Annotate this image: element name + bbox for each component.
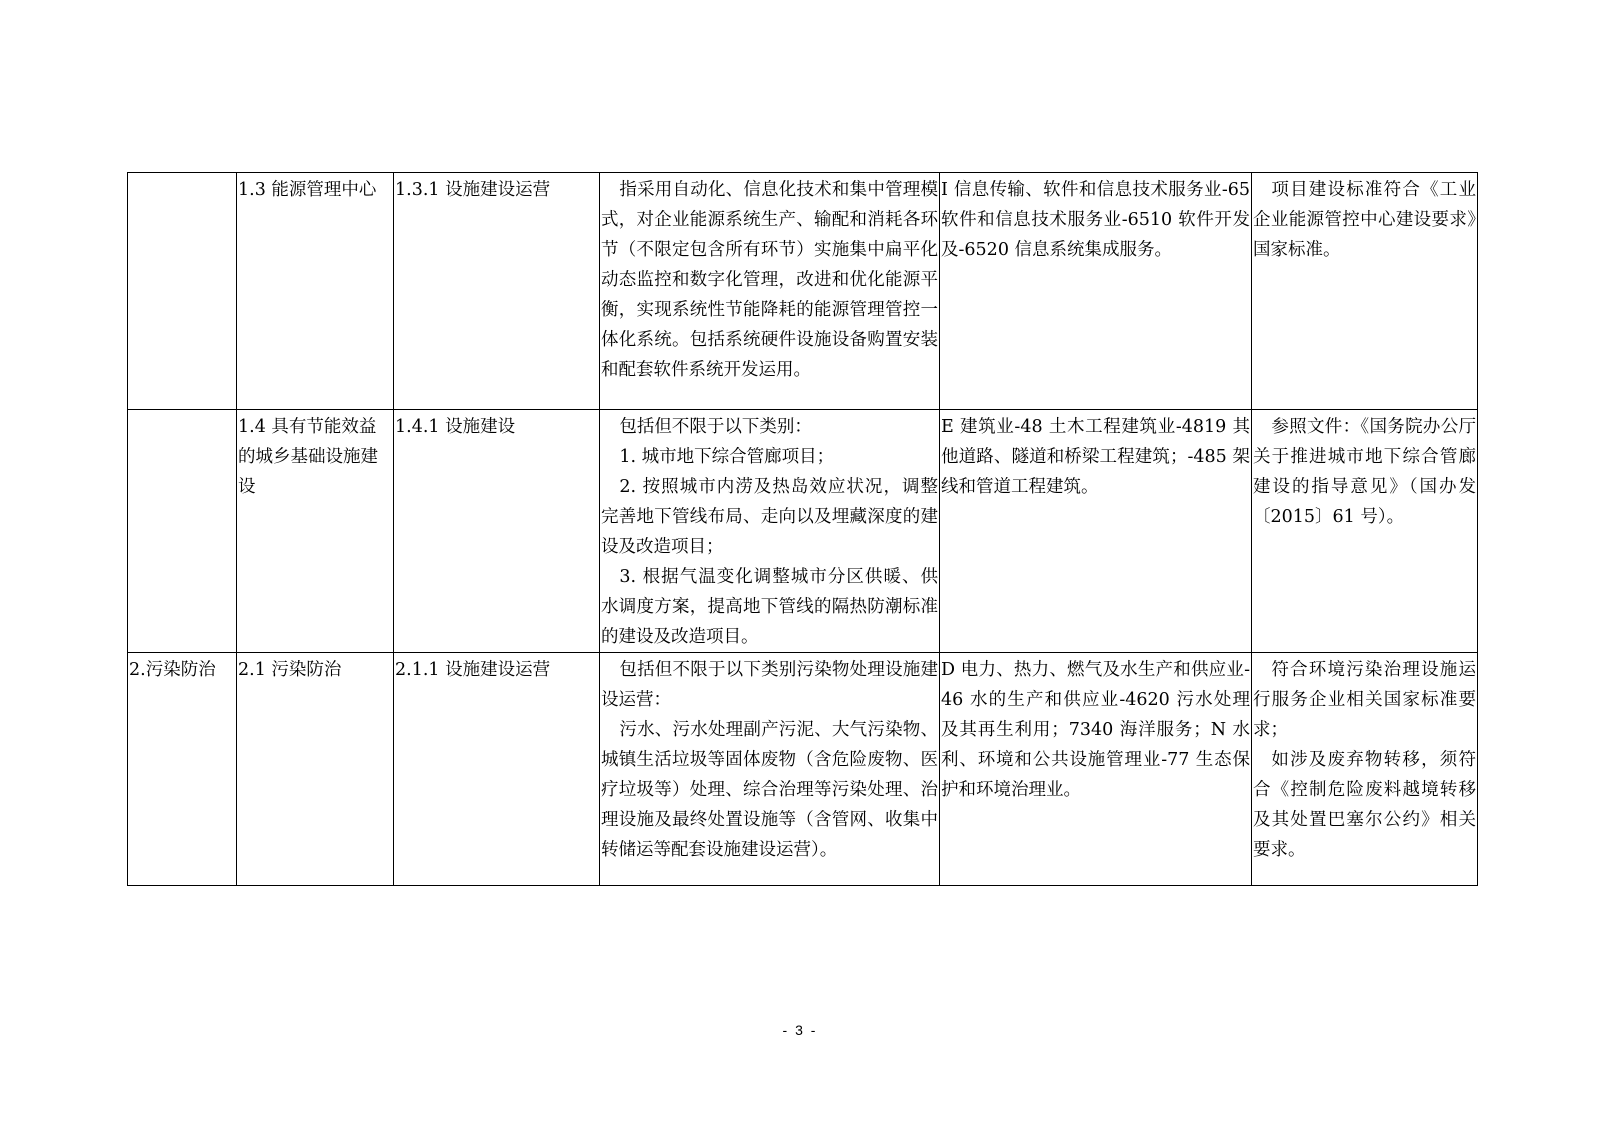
standard-paragraph: 参照文件：《国务院办公厅关于推进城市地下综合管廊建设的指导意见》（国办发〔2015〕61 号）。 (1253, 417, 1476, 527)
industry-cell (940, 173, 1252, 410)
description-paragraph: 指采用自动化、信息化技术和集中管理模式，对企业能源系统生产、输配和消耗各环节（不限定包含所有环节）实施集中扁平化动态监控和数字化管理，改进和优化能源平衡，实现系统性节能降耗的能源管理管控一体化系统。包括系统硬件设施设备购置安装和配套软件系统开发运用。 (601, 180, 938, 380)
industry-cell (940, 410, 1252, 653)
industry-text: I 信息传输、软件和信息技术服务业-65 软件和信息技术服务业-6510 软件开发及-6520 信息系统集成服务。 (941, 180, 1250, 260)
standard-cell (1252, 173, 1478, 410)
description-paragraph: 1. 城市地下综合管廊项目； (619, 447, 835, 467)
category-cell: 2.污染防治 (128, 653, 237, 886)
table-row (128, 173, 1478, 410)
category-cell (128, 173, 237, 410)
subcategory-cell: 1.4 具有节能效益的城乡基础设施建设 (237, 410, 394, 653)
subcategory-cell: 2.1 污染防治 (237, 653, 394, 886)
industry-text: E 建筑业-48 土木工程建筑业-4819 其他道路、隧道和桥梁工程建筑；-485 架线和管道工程建筑。 (941, 417, 1250, 497)
table-row (128, 410, 1478, 653)
table-row (128, 653, 1478, 886)
description-paragraph: 3. 根据气温变化调整城市分区供暖、供水调度方案，提高地下管线的隔热防潮标准的建设及改造项目。 (601, 567, 938, 647)
content-table (127, 172, 1478, 886)
standard-cell (1252, 410, 1478, 653)
industry-cell (940, 653, 1252, 886)
standard-cell (1252, 653, 1478, 886)
standard-paragraph: 如涉及废弃物转移，须符合《控制危险废料越境转移及其处置巴塞尔公约》相关要求。 (1253, 750, 1476, 860)
description-cell (600, 410, 940, 653)
item-cell: 1.3.1 设施建设运营 (394, 173, 600, 410)
item-cell: 2.1.1 设施建设运营 (394, 653, 600, 886)
description-paragraph: 2. 按照城市内涝及热岛效应状况，调整完善地下管线布局、走向以及埋藏深度的建设及改造项目； (601, 477, 938, 557)
industry-text: D 电力、热力、燃气及水生产和供应业-46 水的生产和供应业-4620 污水处理及其再生利用；7340 海洋服务；N 水利、环境和公共设施管理业-77 生态保护和环境治理业。 (941, 660, 1250, 800)
description-paragraph: 包括但不限于以下类别污染物处理设施建设运营： (601, 660, 938, 710)
description-cell (600, 173, 940, 410)
standard-paragraph: 符合环境污染治理设施运行服务企业相关国家标准要求； (1253, 660, 1476, 740)
standard-paragraph: 项目建设标准符合《工业企业能源管控中心建设要求》国家标准。 (1253, 180, 1476, 260)
subcategory-cell: 1.3 能源管理中心 (237, 173, 394, 410)
description-cell (600, 653, 940, 886)
page-number: - 3 - (782, 1022, 818, 1038)
description-paragraph: 包括但不限于以下类别： (619, 417, 812, 437)
item-cell: 1.4.1 设施建设 (394, 410, 600, 653)
description-paragraph: 污水、污水处理副产污泥、大气污染物、城镇生活垃圾等固体废物（含危险废物、医疗垃圾等）处理、综合治理等污染处理、治理设施及最终处置设施等（含管网、收集中转储运等配套设施建设运营）。 (601, 720, 938, 860)
category-cell (128, 410, 237, 653)
